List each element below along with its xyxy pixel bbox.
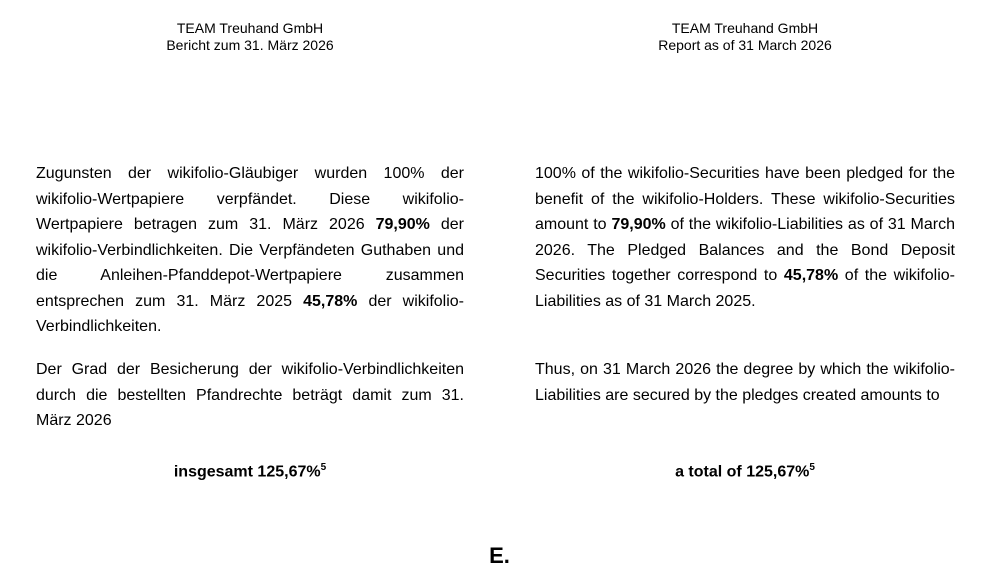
securities-percentage: 79,90%: [375, 216, 430, 233]
footnote-marker: 5: [320, 462, 327, 473]
german-paragraph-coverage: Der Grad der Besicherung der wikifolio-Verbindlichkeiten durch die bestellten Pfandrechte beträgt damit zum 31. März 2026: [36, 361, 464, 429]
footnote-marker: 5: [809, 462, 815, 473]
english-paragraph-pledge: 100% of the wikifolio-Securities have been pledged for the benefit of the wikifolio-Holders. These wikifolio-Securities amount to 79,90% of the wikifolio-Liabilities as of 31 March 2026. The Pledged Balances and the Bond Deposit Securities together correspond to 45,78% of the wikifolio-Liabilities as of 31 March 2025.: [535, 165, 956, 310]
english-paragraph-coverage: Thus, on 31 March 2026 the degree by which the wikifolio-Liabilities are secured by the pledges created amounts to: [535, 361, 955, 404]
company-name: TEAM Treuhand GmbH: [671, 20, 819, 36]
german-paragraph-pledge: Zugunsten der wikifolio-Gläubiger wurden 100% der wikifolio-Wertpapiere verpfändet. Diese wikifolio-Wertpapiere betragen zum 31. März 2026 79,90% der wikifolio-Verbindlichkeiten. Die Verpfändeten Guthaben und die Anleihen-Pfanddepot-Wertpapiere zusammen entsprechen zum 31. März 2025 45,78% der wikifolio-Verbindlichkeiten.: [36, 165, 465, 335]
header-german: [36, 20, 464, 54]
company-name: TEAM Treuhand GmbH: [176, 20, 324, 36]
section-heading: E.: [489, 543, 510, 568]
english-total-coverage: a total of 125,67%$^5$: [675, 462, 815, 481]
report-date-german: Bericht zum 31. März 2026: [166, 37, 334, 53]
report-date-english: Report as of 31 March 2026: [658, 37, 832, 53]
securities-percentage: 79,90%: [611, 216, 666, 233]
balances-percentage: 45,78%: [303, 292, 358, 310]
balances-percentage: 45,78%: [783, 267, 839, 284]
header-english: [535, 20, 955, 54]
german-total-coverage: insgesamt 125,67%$^5$: [173, 462, 327, 481]
